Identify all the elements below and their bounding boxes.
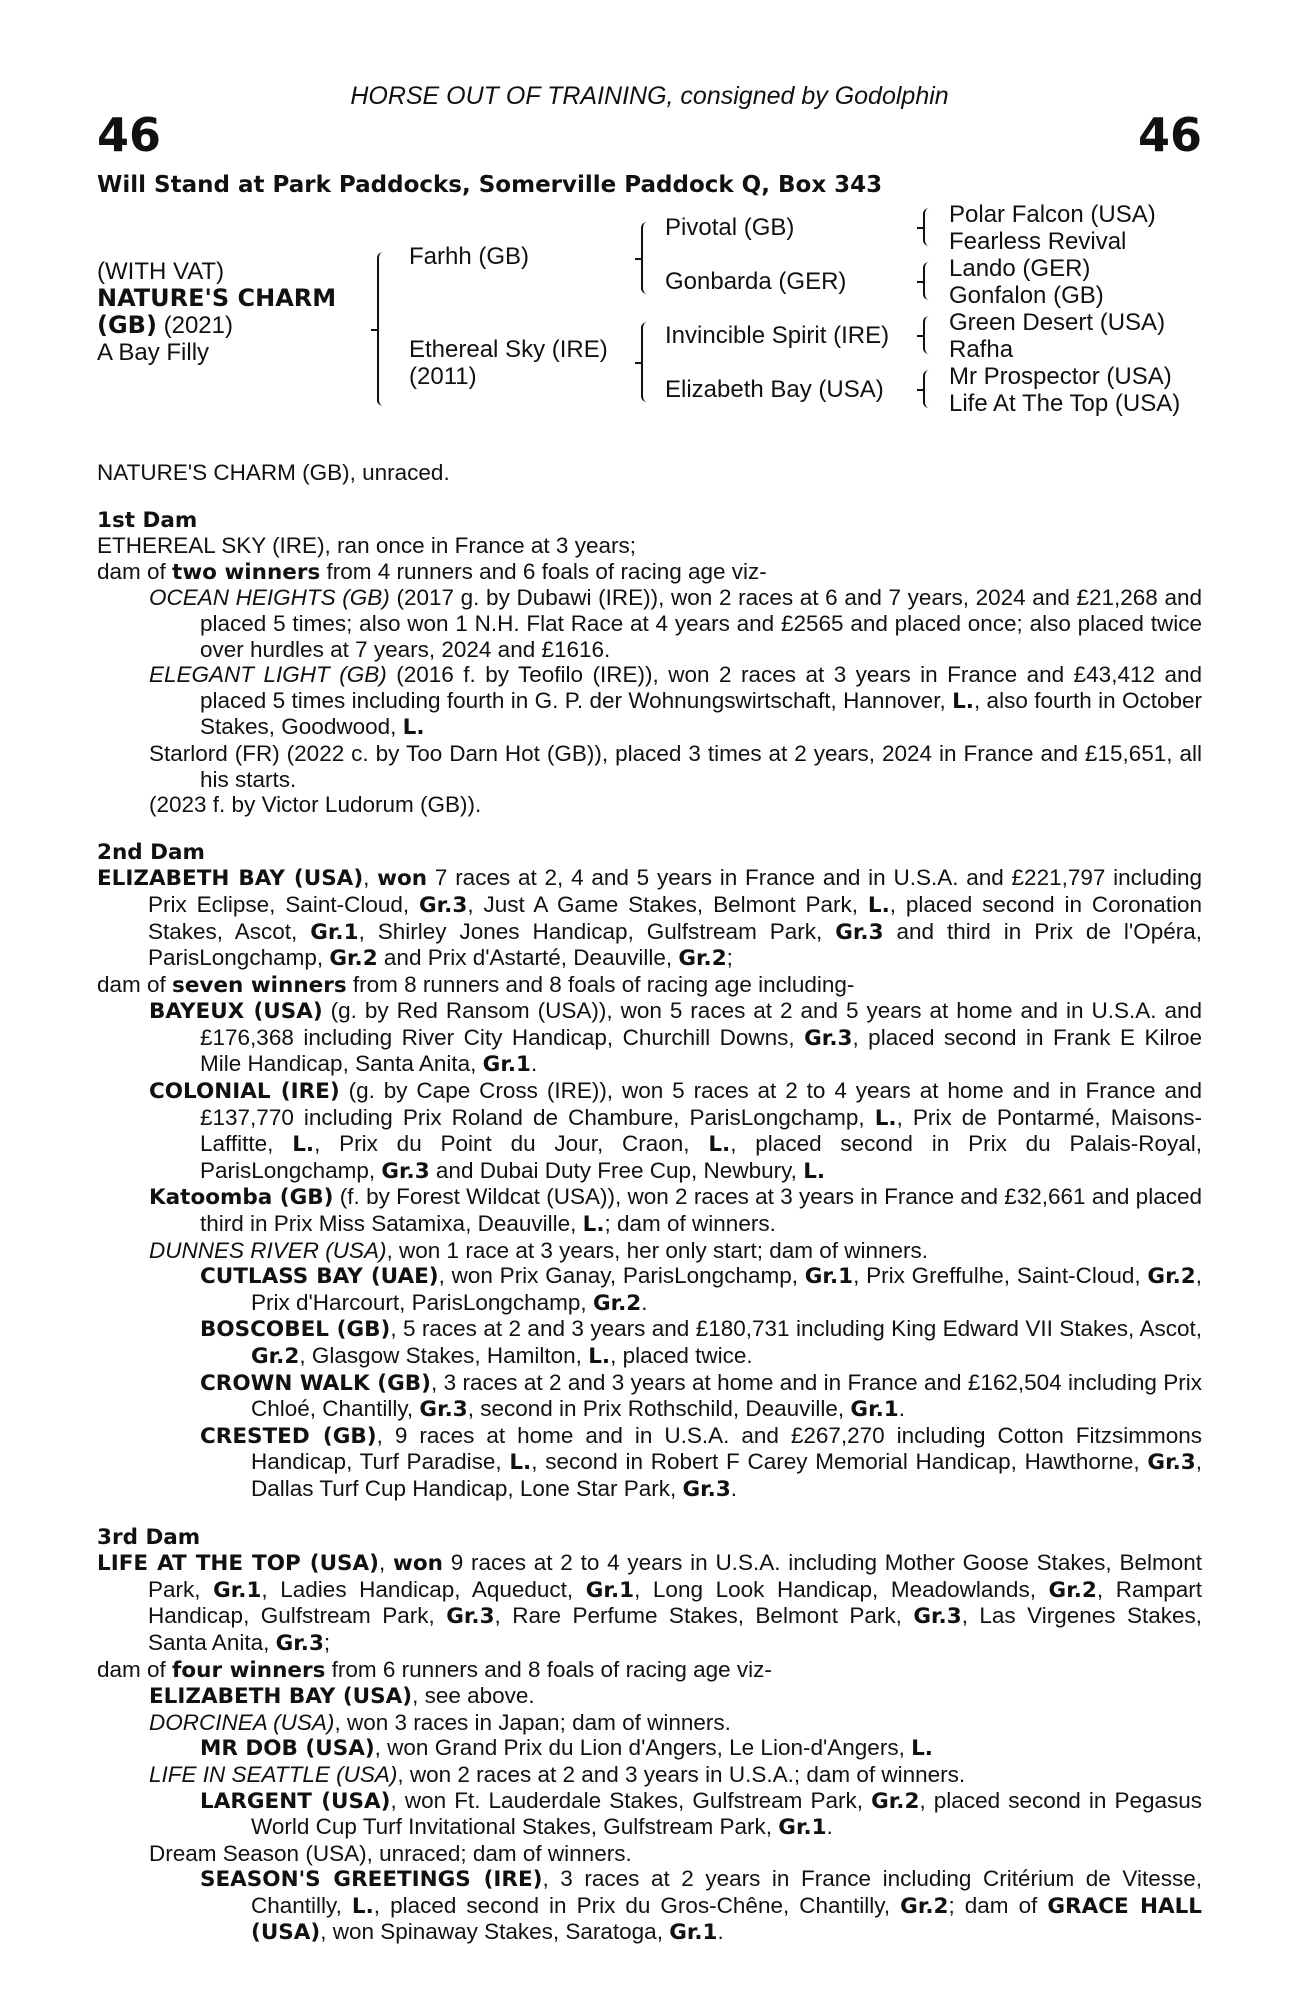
second-dam-heading: 2nd Dam bbox=[97, 839, 205, 865]
horse-year: (2021) bbox=[156, 312, 233, 339]
stand-location: Will Stand at Park Paddocks, Somerville Paddock Q, Box 343 bbox=[97, 172, 883, 198]
sds: Lando (GER) bbox=[949, 255, 1091, 282]
produce-colonial: COLONIAL (IRE) (g. by Cape Cross (IRE)), won 5 races at 2 to 4 years at home and in France and £137,770 including Prix Roland de Chambure, ParisLongchamp, L., Prix de Pontarmé, Maisons-Laffitte, L., Prix du Point du Jour, Craon, L., placed second in Prix du Palais-Royal, ParisLongchamp, Gr.3 and Dubai Duty Free Cup, Newbury, L. bbox=[149, 1078, 1203, 1184]
lot-number-right: 46 bbox=[1137, 108, 1202, 162]
third-dam-produce-summary: dam of four winners from 6 runners and 8 foals of racing age viz- bbox=[97, 1656, 772, 1683]
horse-origin: (GB) bbox=[97, 311, 157, 339]
dsd: Rafha bbox=[949, 336, 1014, 363]
produce-dream-season: Dream Season (USA), unraced; dam of winners. bbox=[149, 1840, 632, 1866]
ddd: Life At The Top (USA) bbox=[949, 390, 1181, 417]
brace-3d bbox=[923, 370, 931, 408]
first-dam-heading: 1st Dam bbox=[97, 507, 198, 533]
ssd: Fearless Revival bbox=[949, 228, 1127, 255]
dam-dam: Elizabeth Bay (USA) bbox=[665, 376, 884, 403]
brace-3c bbox=[923, 316, 931, 354]
sire: Farhh (GB) bbox=[409, 243, 530, 270]
produce-katoomba: Katoomba (GB) (f. by Forest Wildcat (USA)), won 2 races at 3 years in France and £32,661 and placed third in Prix Miss Satamixa, Deauville, L.; dam of winners. bbox=[149, 1184, 1202, 1238]
second-dam-record: ELIZABETH BAY (USA), won 7 races at 2, 4 and 5 years in France and in U.S.A. and £221,797 including Prix Eclipse, Saint-Cloud, Gr.3, Just A Game Stakes, Belmont Park, L., placed second in Coronation Stakes, Ascot, Gr.1, Shirley Jones Handicap, Gulfstream Park, Gr.3 and third in Prix de l'Opéra, ParisLongchamp, Gr.2 and Prix d'Astarté, Deauville, Gr.2; bbox=[97, 865, 1202, 972]
first-dam-produce-summary: dam of two winners from 4 runners and 6 foals of racing age viz- bbox=[97, 558, 767, 585]
dam-sire: Invincible Spirit (IRE) bbox=[665, 322, 890, 349]
second-dam-produce-summary: dam of seven winners from 8 runners and 8 foals of racing age including- bbox=[97, 971, 855, 998]
horse-name-text: NATURE'S CHARM bbox=[97, 284, 337, 312]
brace-2a bbox=[641, 222, 649, 294]
dds: Mr Prospector (USA) bbox=[949, 363, 1172, 390]
produce-starlord: Starlord (FR) (2022 c. by Too Darn Hot (GB)), placed 3 times at 2 years, 2024 in France and £15,651, all his starts. bbox=[149, 740, 1202, 792]
brace-3b bbox=[923, 262, 931, 300]
vat-note: (WITH VAT) bbox=[97, 258, 225, 285]
third-dam-record: LIFE AT THE TOP (USA), won 9 races at 2 to 4 years in U.S.A. including Mother Goose Stakes, Belmont Park, Gr.1, Ladies Handicap, Aqueduct, Gr.1, Long Look Handicap, Meadowlands, Gr.2, Rampart Handicap, Gulfstream Park, Gr.3, Rare Perfume Stakes, Belmont Park, Gr.3, Las Virgenes Stakes, Santa Anita, Gr.3; bbox=[97, 1550, 1202, 1656]
pedigree-notes bbox=[97, 460, 1202, 1946]
produce-dunnes-river: DUNNES RIVER (USA), won 1 race at 3 years, her only start; dam of winners. bbox=[149, 1237, 929, 1263]
sire-dam: Gonbarda (GER) bbox=[665, 268, 847, 295]
brace-3a bbox=[923, 208, 931, 246]
horse-origin-line bbox=[97, 312, 233, 339]
produce-elizabeth-bay: ELIZABETH BAY (USA), see above. bbox=[149, 1683, 535, 1710]
horse-name bbox=[97, 285, 336, 312]
grandproduce-cutlass-bay: CUTLASS BAY (UAE), won Prix Ganay, ParisLongchamp, Gr.1, Prix Greffulhe, Saint-Cloud, Gr.2, Prix d'Harcourt, ParisLongchamp, Gr.2. bbox=[200, 1263, 1202, 1316]
produce-bayeux: BAYEUX (USA) (g. by Red Ransom (USA)), won 5 races at 2 and 5 years at home and in U.S.A. and £176,368 including River City Handicap, Churchill Downs, Gr.3, placed second in Frank E Kilroe Mile Handicap, Santa Anita, Gr.1. bbox=[149, 998, 1202, 1078]
dam: Ethereal Sky (IRE) bbox=[409, 336, 608, 363]
sss: Polar Falcon (USA) bbox=[949, 201, 1156, 228]
dss: Green Desert (USA) bbox=[949, 309, 1166, 336]
produce-elegant-light: ELEGANT LIGHT (GB) (2016 f. by Teofilo (IRE)), won 2 races at 3 years in France and £43,412 and placed 5 times including fourth in G. P. der Wohnungswirtschaft, Hannover, L., also fourth in October Stakes, Goodwood, L. bbox=[149, 662, 1202, 741]
sdd: Gonfalon (GB) bbox=[949, 282, 1104, 309]
brace-2b bbox=[641, 322, 649, 402]
pedigree-table bbox=[97, 200, 1202, 420]
grandproduce-seasons-greetings: SEASON'S GREETINGS (IRE), 3 races at 2 years in France including Critérium de Vitesse, Chantilly, L., placed second in Prix du Gros-Chêne, Chantilly, Gr.2; dam of GRACE HALL (USA), won Spinaway Stakes, Saratoga, Gr.1. bbox=[200, 1866, 1203, 1946]
produce-ocean-heights: OCEAN HEIGHTS (GB) (2017 g. by Dubawi (IRE)), won 2 races at 6 and 7 years, 2024 and £21,268 and placed 5 times; also won 1 N.H. Flat Race at 4 years and £2565 and placed once; also placed twice over hurdles at 7 years, 2024 and £1616. bbox=[149, 585, 1202, 662]
brace-1 bbox=[377, 252, 385, 406]
produce-dorcinea: DORCINEA (USA), won 3 races in Japan; dam of winners. bbox=[149, 1709, 731, 1735]
lot-number-left: 46 bbox=[97, 108, 162, 162]
sire-sire: Pivotal (GB) bbox=[665, 214, 795, 241]
grandproduce-largent: LARGENT (USA), won Ft. Lauderdale Stakes, Gulfstream Park, Gr.2, placed second in Pegasus World Cup Turf Invitational Stakes, Gulfstream Park, Gr.1. bbox=[200, 1787, 1203, 1841]
first-dam-intro: ETHEREAL SKY (IRE), ran once in France at 3 years; bbox=[97, 533, 636, 559]
consignment-line: HORSE OUT OF TRAINING, consigned by Godolphin bbox=[350, 82, 949, 110]
produce-life-in-seattle: LIFE IN SEATTLE (USA), won 2 races at 2 and 3 years in U.S.A.; dam of winners. bbox=[149, 1761, 966, 1787]
race-record: NATURE'S CHARM (GB), unraced. bbox=[97, 460, 450, 485]
grandproduce-boscobel: BOSCOBEL (GB), 5 races at 2 and 3 years and £180,731 including King Edward VII Stakes, Ascot, Gr.2, Glasgow Stakes, Hamilton, L., placed twice. bbox=[200, 1316, 1202, 1369]
dam-year: (2011) bbox=[409, 363, 477, 390]
grandproduce-crown-walk: CROWN WALK (GB), 3 races at 2 and 3 years at home and in France and £162,504 including Prix Chloé, Chantilly, Gr.3, second in Prix Rothschild, Deauville, Gr.1. bbox=[200, 1369, 1202, 1423]
produce-2023-filly: (2023 f. by Victor Ludorum (GB)). bbox=[149, 792, 482, 818]
grandproduce-crested: CRESTED (GB), 9 races at home and in U.S.A. and £267,270 including Cotton Fitzsimmons Handicap, Turf Paradise, L., second in Robert F Carey Memorial Handicap, Hawthorne, Gr.3, Dallas Turf Cup Handicap, Lone Star Park, Gr.3. bbox=[200, 1422, 1202, 1502]
horse-description: A Bay Filly bbox=[97, 339, 210, 366]
third-dam-heading: 3rd Dam bbox=[97, 1524, 201, 1550]
grandproduce-mr-dob: MR DOB (USA), won Grand Prix du Lion d'Angers, Le Lion-d'Angers, L. bbox=[200, 1735, 933, 1762]
